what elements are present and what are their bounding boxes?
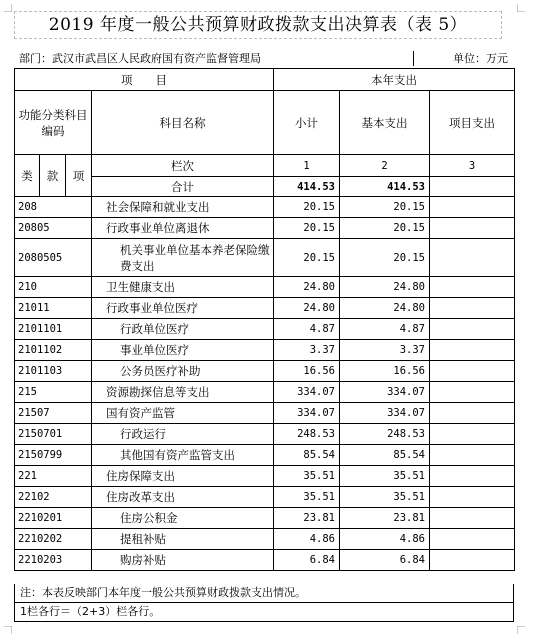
row-code: 2210203 — [15, 550, 92, 571]
row-code: 208 — [15, 197, 92, 218]
row-project — [430, 197, 515, 218]
table-row — [15, 218, 515, 239]
column-number-3: 3 — [430, 155, 515, 177]
table-row — [15, 466, 515, 487]
row-project — [430, 382, 515, 403]
row-basic: 85.54 — [340, 445, 430, 466]
row-subtotal: 35.51 — [274, 466, 340, 487]
row-subject-name: 事业单位医疗 — [92, 340, 274, 361]
table-row — [15, 445, 515, 466]
row-basic: 334.07 — [340, 403, 430, 424]
row-subtotal: 334.07 — [274, 403, 340, 424]
row-subtotal: 248.53 — [274, 424, 340, 445]
table-body — [15, 197, 515, 571]
row-subject-name: 住房公积金 — [92, 508, 274, 529]
notes — [14, 584, 514, 622]
row-code: 22102 — [15, 487, 92, 508]
row-code: 221 — [15, 466, 92, 487]
total-subtotal: 414.53 — [274, 177, 340, 197]
row-project — [430, 218, 515, 239]
row-subject-name: 住房改革支出 — [92, 487, 274, 508]
row-basic: 4.86 — [340, 529, 430, 550]
row-project — [430, 340, 515, 361]
row-subtotal: 3.37 — [274, 340, 340, 361]
row-code: 2101102 — [15, 340, 92, 361]
table-row — [15, 487, 515, 508]
row-basic: 20.15 — [340, 218, 430, 239]
table-row — [15, 298, 515, 319]
row-subject-name: 提租补贴 — [92, 529, 274, 550]
row-subtotal: 20.15 — [274, 197, 340, 218]
row-subtotal: 85.54 — [274, 445, 340, 466]
crop-mark-bottom-right — [517, 626, 525, 634]
row-subject-name: 机关事业单位基本养老保险缴费支出 — [92, 239, 274, 277]
row-code: 2210201 — [15, 508, 92, 529]
row-code: 2101101 — [15, 319, 92, 340]
unit-label: 单位：万元 — [453, 52, 508, 65]
row-subject-name: 资源勘探信息等支出 — [92, 382, 274, 403]
row-subtotal: 24.80 — [274, 298, 340, 319]
row-code: 215 — [15, 382, 92, 403]
table-row — [15, 550, 515, 571]
crop-mark-top-left — [4, 4, 12, 12]
row-project — [430, 277, 515, 298]
table-row — [15, 277, 515, 298]
table-row — [15, 340, 515, 361]
header-year-expense: 本年支出 — [274, 69, 515, 91]
column-number-2: 2 — [340, 155, 430, 177]
row-basic: 35.51 — [340, 487, 430, 508]
note-line: 1栏各行＝（2+3）栏各行。 — [14, 603, 514, 622]
row-basic: 4.87 — [340, 319, 430, 340]
table-row — [15, 529, 515, 550]
total-basic: 414.53 — [340, 177, 430, 197]
row-subject-name: 其他国有资产监管支出 — [92, 445, 274, 466]
table-row — [15, 361, 515, 382]
row-subtotal: 334.07 — [274, 382, 340, 403]
row-basic: 3.37 — [340, 340, 430, 361]
row-code: 20805 — [15, 218, 92, 239]
row-subtotal: 35.51 — [274, 487, 340, 508]
row-subject-name: 行政事业单位医疗 — [92, 298, 274, 319]
row-project — [430, 424, 515, 445]
row-basic: 16.56 — [340, 361, 430, 382]
total-label: 合计 — [92, 177, 274, 197]
row-subject-name: 行政事业单位离退休 — [92, 218, 274, 239]
table-row — [15, 319, 515, 340]
row-subtotal: 20.15 — [274, 218, 340, 239]
header-xiang: 项 — [66, 155, 92, 197]
header-project: 项目支出 — [430, 91, 515, 155]
header-subject-name: 科目名称 — [92, 91, 274, 155]
row-project — [430, 361, 515, 382]
row-code: 210 — [15, 277, 92, 298]
row-subject-name: 国有资产监管 — [92, 403, 274, 424]
row-subject-name: 公务员医疗补助 — [92, 361, 274, 382]
meta-row — [14, 50, 514, 67]
row-project — [430, 550, 515, 571]
row-subject-name: 购房补贴 — [92, 550, 274, 571]
row-code: 2080505 — [15, 239, 92, 277]
table-row — [15, 197, 515, 218]
row-subject-name: 行政单位医疗 — [92, 319, 274, 340]
row-subtotal: 23.81 — [274, 508, 340, 529]
header-func-code: 功能分类科目编码 — [15, 91, 92, 155]
row-basic: 20.15 — [340, 239, 430, 277]
header-item: 项 目 — [15, 69, 274, 91]
row-project — [430, 445, 515, 466]
row-code: 21507 — [15, 403, 92, 424]
row-basic: 24.80 — [340, 277, 430, 298]
crop-mark-top-right — [517, 4, 525, 12]
row-project — [430, 487, 515, 508]
row-code: 21011 — [15, 298, 92, 319]
row-subtotal: 4.87 — [274, 319, 340, 340]
table-row — [15, 403, 515, 424]
row-subject-name: 行政运行 — [92, 424, 274, 445]
table-row — [15, 382, 515, 403]
row-subject-name: 社会保障和就业支出 — [92, 197, 274, 218]
row-project — [430, 466, 515, 487]
header-basic: 基本支出 — [340, 91, 430, 155]
header-lei: 类 — [15, 155, 40, 197]
row-basic: 20.15 — [340, 197, 430, 218]
table-row — [15, 508, 515, 529]
department-label: 部门：武汉市武昌区人民政府国有资产监督管理局 — [19, 52, 261, 65]
row-project — [430, 508, 515, 529]
row-code: 2101103 — [15, 361, 92, 382]
row-subtotal: 20.15 — [274, 239, 340, 277]
row-subtotal: 4.86 — [274, 529, 340, 550]
table-title: 2019 年度一般公共预算财政拨款支出决算表（表 5） — [14, 11, 502, 39]
row-code: 2150701 — [15, 424, 92, 445]
row-basic: 35.51 — [340, 466, 430, 487]
column-number-1: 1 — [274, 155, 340, 177]
row-subject-name: 住房保障支出 — [92, 466, 274, 487]
table-row — [15, 239, 515, 277]
header-kuan: 款 — [40, 155, 66, 197]
row-basic: 334.07 — [340, 382, 430, 403]
table-row — [15, 424, 515, 445]
row-subtotal: 6.84 — [274, 550, 340, 571]
row-code: 2210202 — [15, 529, 92, 550]
crop-mark-bottom-left — [4, 626, 12, 634]
row-subtotal: 16.56 — [274, 361, 340, 382]
row-project — [430, 319, 515, 340]
row-project — [430, 403, 515, 424]
expenditure-table — [14, 68, 515, 571]
row-subject-name: 卫生健康支出 — [92, 277, 274, 298]
row-basic: 23.81 — [340, 508, 430, 529]
row-project — [430, 239, 515, 277]
row-subtotal: 24.80 — [274, 277, 340, 298]
header-lanci: 栏次 — [92, 155, 274, 177]
meta-divider — [413, 51, 414, 66]
note-line: 注：本表反映部门本年度一般公共预算财政拨款支出情况。 — [14, 584, 514, 603]
row-project — [430, 529, 515, 550]
row-code: 2150799 — [15, 445, 92, 466]
row-project — [430, 298, 515, 319]
row-basic: 248.53 — [340, 424, 430, 445]
row-basic: 6.84 — [340, 550, 430, 571]
header-subtotal: 小计 — [274, 91, 340, 155]
total-project — [430, 177, 515, 197]
row-basic: 24.80 — [340, 298, 430, 319]
